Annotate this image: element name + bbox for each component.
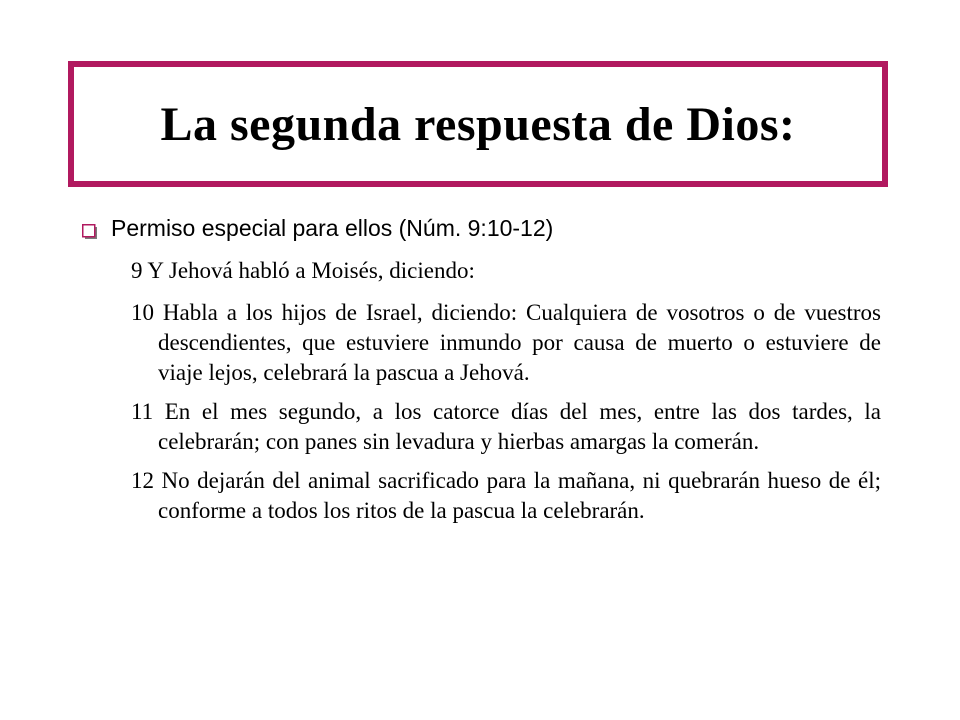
verse-10: 10 Habla a los hijos de Israel, diciendo: Cualquiera de vosotros o de vuestros descendientes, que estuviere inmundo por causa de muerto o estuviere de viaje lejos, celebrará la pascua a Jehová. [131,300,881,385]
bullet-item [82,215,553,242]
verse-list [131,256,881,535]
verse-11: 11 En el mes segundo, a los catorce días del mes, entre las dos tardes, la celebrarán; con panes sin levadura y hierbas amargas la comerán. [131,399,881,454]
verse-9: 9 Y Jehová habló a Moisés, diciendo: [131,258,475,283]
hollow-square-bullet-icon [82,224,96,238]
title-box [68,61,888,187]
bullet-text: Permiso especial para ellos (Núm. 9:10-12) [111,215,554,241]
slide-title: La segunda respuesta de Dios: [160,97,796,151]
verse-12: 12 No dejarán del animal sacrificado para la mañana, ni quebrarán hueso de él; conforme a todos los ritos de la pascua la celebrarán. [131,468,881,523]
